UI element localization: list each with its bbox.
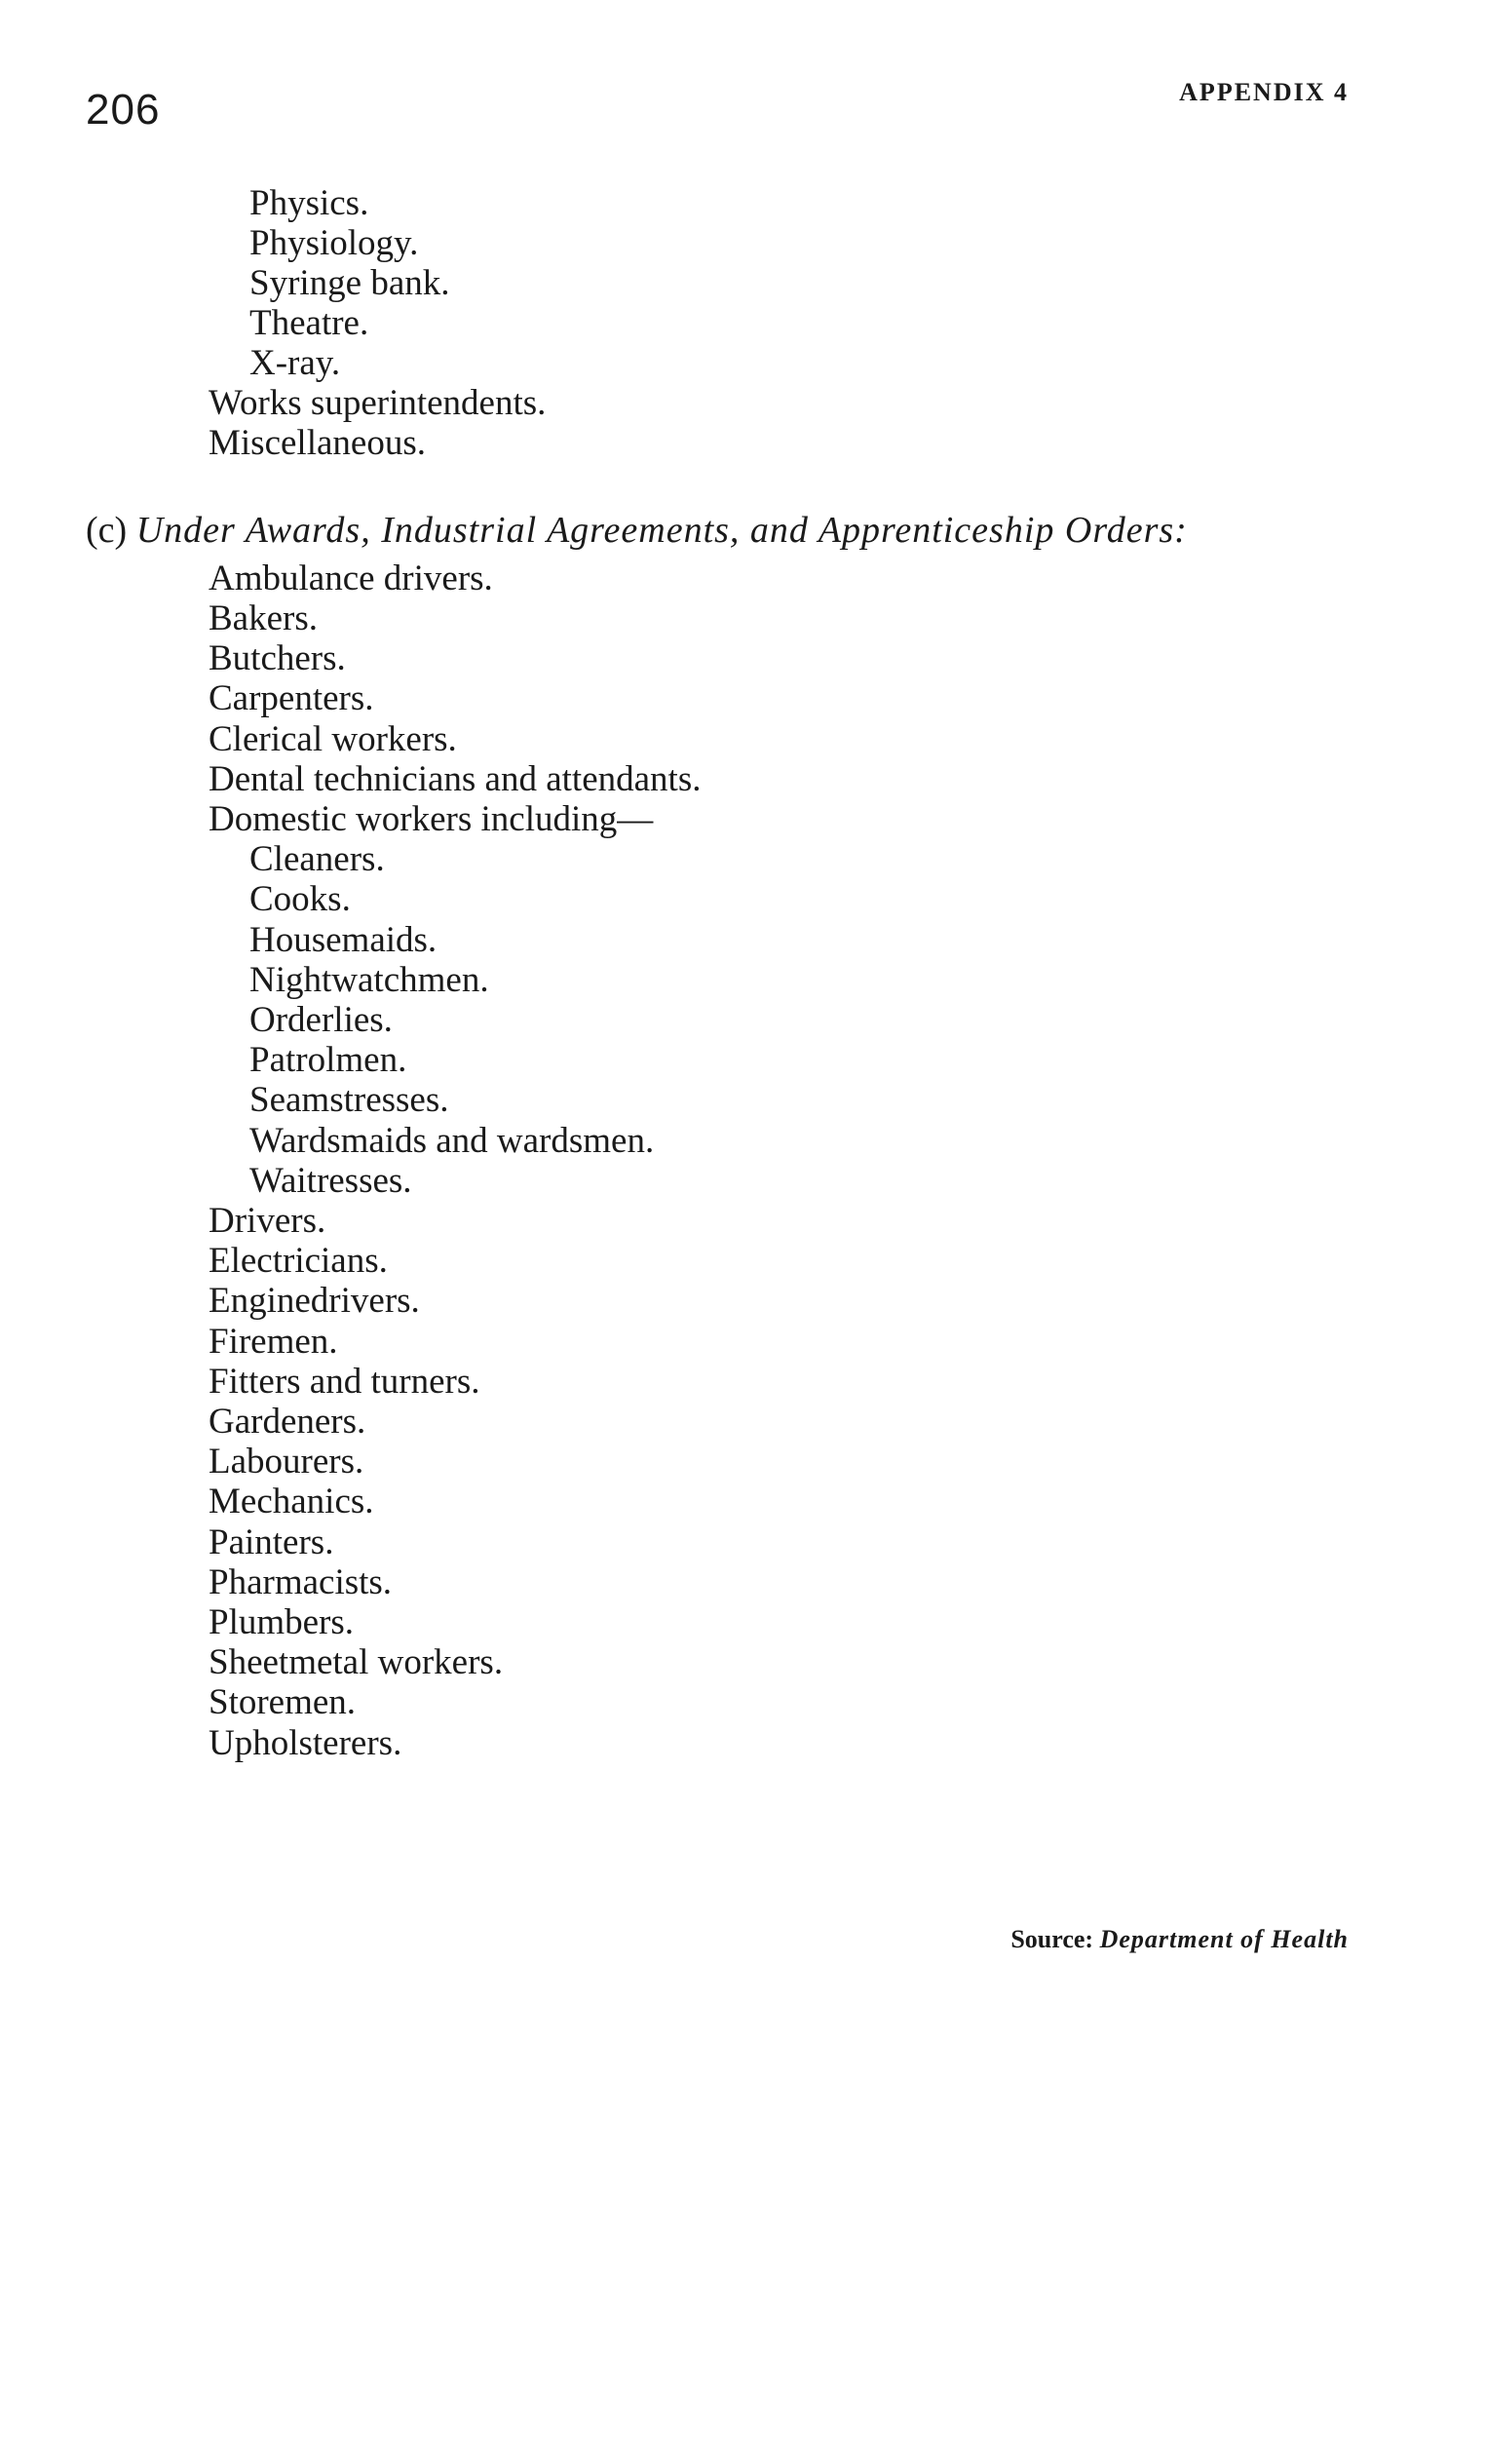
list-item: Cleaners. (249, 839, 385, 879)
list-item: Works superintendents. (209, 383, 547, 423)
source-title: Department of Health (1099, 1925, 1349, 1953)
list-item: Orderlies. (249, 1000, 393, 1040)
list-item: Housemaids. (249, 920, 438, 960)
list-item: Domestic workers including— (209, 799, 654, 839)
list-item: Cooks. (249, 879, 351, 919)
list-item: Dental technicians and attendants. (209, 759, 702, 799)
list-item: Drivers. (209, 1201, 326, 1241)
list-item: Upholsterers. (209, 1723, 402, 1763)
list-item: Syringe bank. (249, 263, 450, 303)
list-item: Painters. (209, 1522, 334, 1562)
list-item: X-ray. (249, 343, 341, 383)
list-item: Nightwatchmen. (249, 960, 489, 1000)
list-item: Labourers. (209, 1442, 364, 1482)
list-item: Seamstresses. (249, 1080, 449, 1120)
section-heading (86, 509, 1188, 552)
list-item: Pharmacists. (209, 1562, 393, 1602)
list-item: Fitters and turners. (209, 1362, 480, 1402)
list-item: Wardsmaids and wardsmen. (249, 1121, 655, 1161)
list-item: Miscellaneous. (209, 423, 426, 463)
list-item: Storemen. (209, 1682, 357, 1722)
list-item: Gardeners. (209, 1402, 366, 1442)
list-item: Theatre. (249, 303, 369, 343)
running-head: APPENDIX 4 (1179, 78, 1349, 106)
list-item: Patrolmen. (249, 1040, 407, 1080)
list-item: Electricians. (209, 1241, 388, 1281)
list-item: Firemen. (209, 1322, 338, 1362)
source-label: Source: (1010, 1925, 1094, 1953)
list-item: Mechanics. (209, 1482, 374, 1521)
list-item: Butchers. (209, 638, 346, 678)
list-item: Waitresses. (249, 1161, 412, 1201)
page-number: 206 (86, 86, 161, 134)
list-item: Sheetmetal workers. (209, 1642, 504, 1682)
list-item: Bakers. (209, 598, 318, 638)
section-label: (c) (86, 510, 128, 551)
source-attribution (1010, 1925, 1349, 1954)
list-item: Plumbers. (209, 1602, 355, 1642)
list-item: Enginedrivers. (209, 1281, 420, 1321)
list-item: Clerical workers. (209, 719, 457, 759)
list-item: Carpenters. (209, 678, 374, 718)
list-item: Physiology. (249, 223, 419, 263)
section-title: Under Awards, Industrial Agreements, and Apprenticeship Orders: (135, 510, 1188, 551)
list-item: Ambulance drivers. (209, 558, 493, 598)
list-item: Physics. (249, 183, 369, 223)
